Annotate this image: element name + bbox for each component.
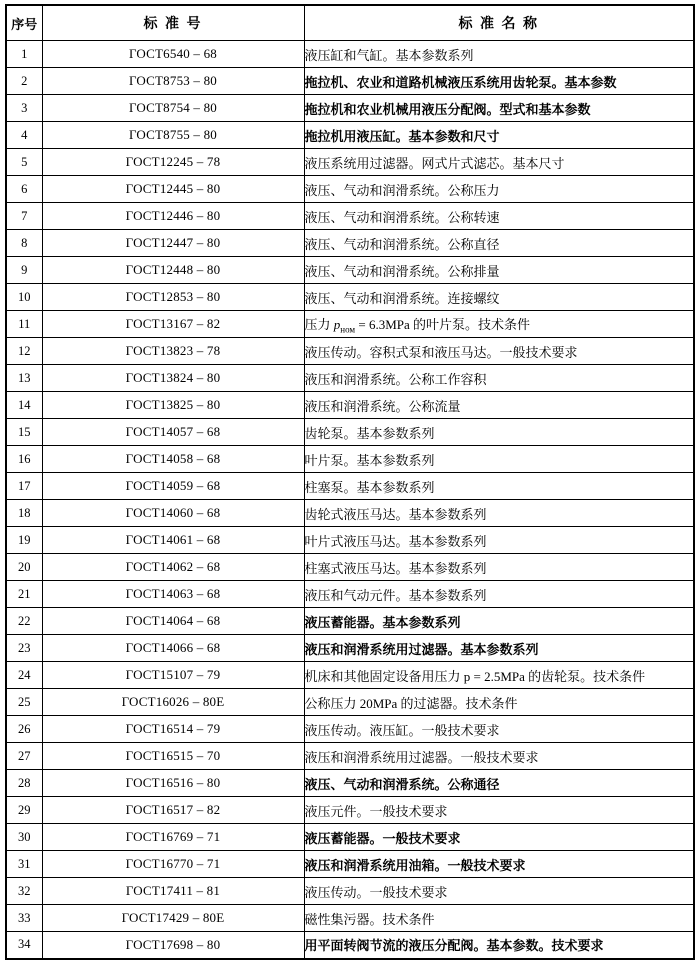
table-row (6, 41, 694, 68)
standard-code-cell: ГОСТ12448 – 80 (42, 257, 304, 284)
table-row (6, 419, 694, 446)
column-header-code: 标 准 号 (42, 5, 304, 41)
standard-code-cell: ГОСТ14061 – 68 (42, 527, 304, 554)
standard-name-cell: 液压系统用过滤器。网式片式滤芯。基本尺寸 (304, 149, 694, 176)
table-row (6, 689, 694, 716)
table-row (6, 527, 694, 554)
standard-name-cell: 液压和润滑系统用过滤器。基本参数系列 (304, 635, 694, 662)
row-index-cell: 1 (6, 41, 42, 68)
table-row (6, 338, 694, 365)
table-row (6, 824, 694, 851)
table-body (6, 41, 694, 959)
row-index-cell: 20 (6, 554, 42, 581)
standard-name-cell: 液压蓄能器。一般技术要求 (304, 824, 694, 851)
table-row (6, 581, 694, 608)
standard-code-cell: ГОСТ12446 – 80 (42, 203, 304, 230)
table-row (6, 311, 694, 338)
row-index-cell: 32 (6, 878, 42, 905)
standard-name-cell: 液压和润滑系统用油箱。一般技术要求 (304, 851, 694, 878)
standard-code-cell: ГОСТ17429 – 80Е (42, 905, 304, 932)
standard-code-cell: ГОСТ13167 – 82 (42, 311, 304, 338)
standard-code-cell: ГОСТ14063 – 68 (42, 581, 304, 608)
table-header-row (6, 5, 694, 41)
standard-code-cell: ГОСТ14059 – 68 (42, 473, 304, 500)
standard-code-cell: ГОСТ14064 – 68 (42, 608, 304, 635)
standard-code-cell: ГОСТ13825 – 80 (42, 392, 304, 419)
standard-name-cell: 用平面转阀节流的液压分配阀。基本参数。技术要求 (304, 932, 694, 959)
table-row (6, 392, 694, 419)
table-header (6, 5, 694, 41)
row-index-cell: 28 (6, 770, 42, 797)
standard-code-cell: ГОСТ16515 – 70 (42, 743, 304, 770)
table-row (6, 635, 694, 662)
row-index-cell: 13 (6, 365, 42, 392)
table-row (6, 176, 694, 203)
standard-name-cell: 磁性集污器。技术条件 (304, 905, 694, 932)
row-index-cell: 26 (6, 716, 42, 743)
row-index-cell: 7 (6, 203, 42, 230)
table-row (6, 473, 694, 500)
standard-code-cell: ГОСТ8754 – 80 (42, 95, 304, 122)
row-index-cell: 21 (6, 581, 42, 608)
document-page (0, 4, 700, 954)
table-row (6, 122, 694, 149)
standard-code-cell: ГОСТ16769 – 71 (42, 824, 304, 851)
row-index-cell: 23 (6, 635, 42, 662)
standard-name-cell: 液压、气动和润滑系统。公称转速 (304, 203, 694, 230)
standard-name-cell: 液压传动。一般技术要求 (304, 878, 694, 905)
standard-name-cell: 公称压力 20MPa 的过滤器。技术条件 (304, 689, 694, 716)
standard-name-cell: 液压缸和气缸。基本参数系列 (304, 41, 694, 68)
row-index-cell: 18 (6, 500, 42, 527)
table-row (6, 797, 694, 824)
row-index-cell: 2 (6, 68, 42, 95)
standard-code-cell: ГОСТ13823 – 78 (42, 338, 304, 365)
standard-code-cell: ГОСТ14058 – 68 (42, 446, 304, 473)
table-row (6, 716, 694, 743)
standard-code-cell: ГОСТ12445 – 80 (42, 176, 304, 203)
standard-name-cell: 齿轮泵。基本参数系列 (304, 419, 694, 446)
standard-name-cell: 液压元件。一般技术要求 (304, 797, 694, 824)
standard-code-cell: ГОСТ6540 – 68 (42, 41, 304, 68)
standard-name-cell: 拖拉机、农业和道路机械液压系统用齿轮泵。基本参数 (304, 68, 694, 95)
standard-code-cell: ГОСТ16770 – 71 (42, 851, 304, 878)
standard-code-cell: ГОСТ12447 – 80 (42, 230, 304, 257)
table-row (6, 284, 694, 311)
standard-code-cell: ГОСТ16517 – 82 (42, 797, 304, 824)
row-index-cell: 14 (6, 392, 42, 419)
row-index-cell: 29 (6, 797, 42, 824)
standard-name-cell: 液压、气动和润滑系统。公称通径 (304, 770, 694, 797)
standard-name-cell: 叶片泵。基本参数系列 (304, 446, 694, 473)
row-index-cell: 33 (6, 905, 42, 932)
table-row (6, 500, 694, 527)
standard-name-cell: 柱塞泵。基本参数系列 (304, 473, 694, 500)
standard-code-cell: ГОСТ14062 – 68 (42, 554, 304, 581)
standard-code-cell: ГОСТ14060 – 68 (42, 500, 304, 527)
standard-name-cell: 液压、气动和润滑系统。连接螺纹 (304, 284, 694, 311)
row-index-cell: 5 (6, 149, 42, 176)
standard-name-cell: 液压蓄能器。基本参数系列 (304, 608, 694, 635)
table-row (6, 365, 694, 392)
row-index-cell: 6 (6, 176, 42, 203)
standard-name-cell: 液压、气动和润滑系统。公称压力 (304, 176, 694, 203)
table-row (6, 932, 694, 959)
standard-code-cell: ГОСТ15107 – 79 (42, 662, 304, 689)
table-row (6, 446, 694, 473)
table-row (6, 608, 694, 635)
row-index-cell: 11 (6, 311, 42, 338)
standard-name-cell: 液压、气动和润滑系统。公称直径 (304, 230, 694, 257)
standard-name-cell: 叶片式液压马达。基本参数系列 (304, 527, 694, 554)
standard-name-cell: 液压传动。液压缸。一般技术要求 (304, 716, 694, 743)
row-index-cell: 30 (6, 824, 42, 851)
standard-code-cell: ГОСТ16514 – 79 (42, 716, 304, 743)
row-index-cell: 12 (6, 338, 42, 365)
standard-name-cell: 压力 $p_{ном} = 6.3MPa$ 的叶片泵。技术条件 (304, 311, 694, 338)
row-index-cell: 19 (6, 527, 42, 554)
standard-name-cell: 柱塞式液压马达。基本参数系列 (304, 554, 694, 581)
row-index-cell: 9 (6, 257, 42, 284)
standard-name-cell: 拖拉机和农业机械用液压分配阀。型式和基本参数 (304, 95, 694, 122)
table-row (6, 743, 694, 770)
standards-table (5, 4, 695, 960)
row-index-cell: 27 (6, 743, 42, 770)
standard-code-cell: ГОСТ12853 – 80 (42, 284, 304, 311)
standard-code-cell: ГОСТ8753 – 80 (42, 68, 304, 95)
standard-name-cell: 液压和气动元件。基本参数系列 (304, 581, 694, 608)
table-row (6, 230, 694, 257)
standard-code-cell: ГОСТ13824 – 80 (42, 365, 304, 392)
row-index-cell: 8 (6, 230, 42, 257)
column-header-name: 标 准 名 称 (304, 5, 694, 41)
standard-name-cell: 液压传动。容积式泵和液压马达。一般技术要求 (304, 338, 694, 365)
row-index-cell: 25 (6, 689, 42, 716)
standard-name-cell: 液压和润滑系统用过滤器。一般技术要求 (304, 743, 694, 770)
row-index-cell: 22 (6, 608, 42, 635)
row-index-cell: 4 (6, 122, 42, 149)
table-row (6, 770, 694, 797)
standard-name-cell: 液压和润滑系统。公称流量 (304, 392, 694, 419)
table-row (6, 257, 694, 284)
row-index-cell: 15 (6, 419, 42, 446)
row-index-cell: 31 (6, 851, 42, 878)
row-index-cell: 24 (6, 662, 42, 689)
standard-code-cell: ГОСТ8755 – 80 (42, 122, 304, 149)
table-row (6, 662, 694, 689)
standard-code-cell: ГОСТ17411 – 81 (42, 878, 304, 905)
row-index-cell: 34 (6, 932, 42, 959)
standard-code-cell: ГОСТ14057 – 68 (42, 419, 304, 446)
standard-name-cell: 液压、气动和润滑系统。公称排量 (304, 257, 694, 284)
standard-name-cell: 液压和润滑系统。公称工作容积 (304, 365, 694, 392)
table-row (6, 95, 694, 122)
standard-code-cell: ГОСТ16516 – 80 (42, 770, 304, 797)
standard-code-cell: ГОСТ17698 – 80 (42, 932, 304, 959)
row-index-cell: 17 (6, 473, 42, 500)
row-index-cell: 10 (6, 284, 42, 311)
standard-name-cell: 齿轮式液压马达。基本参数系列 (304, 500, 694, 527)
row-index-cell: 16 (6, 446, 42, 473)
standard-code-cell: ГОСТ14066 – 68 (42, 635, 304, 662)
table-row (6, 878, 694, 905)
table-row (6, 68, 694, 95)
table-row (6, 851, 694, 878)
standard-name-cell: 拖拉机用液压缸。基本参数和尺寸 (304, 122, 694, 149)
table-row (6, 905, 694, 932)
table-row (6, 203, 694, 230)
column-header-no: 序号 (6, 5, 42, 41)
table-row (6, 554, 694, 581)
row-index-cell: 3 (6, 95, 42, 122)
standard-code-cell: ГОСТ12245 – 78 (42, 149, 304, 176)
standard-code-cell: ГОСТ16026 – 80Е (42, 689, 304, 716)
table-row (6, 149, 694, 176)
standard-name-cell: 机床和其他固定设备用压力 p = 2.5MPa 的齿轮泵。技术条件 (304, 662, 694, 689)
